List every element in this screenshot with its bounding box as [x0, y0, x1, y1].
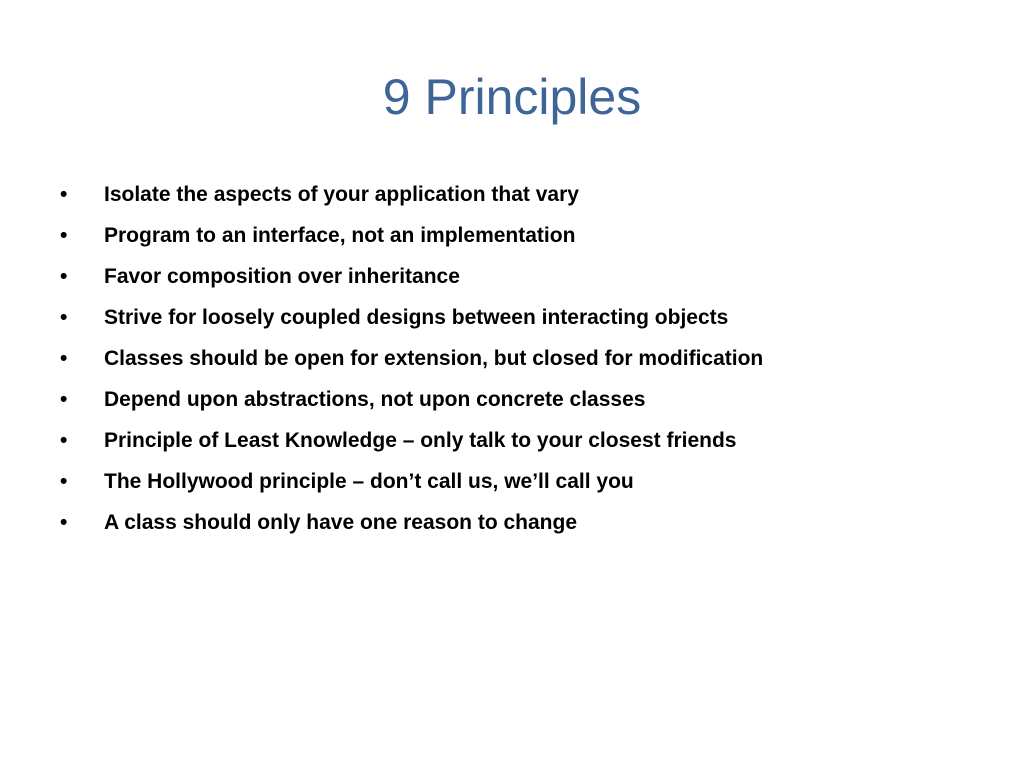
principles-list [56, 183, 996, 552]
list-item [56, 388, 996, 429]
list-item-text: Strive for loosely coupled designs between interacting objects [104, 306, 729, 329]
list-item-text: Program to an interface, not an implementation [104, 224, 576, 247]
list-item-text: Depend upon abstractions, not upon concrete classes [104, 388, 646, 411]
list-item [56, 347, 996, 388]
list-item-text: Classes should be open for extension, but closed for modification [104, 347, 764, 370]
list-item-text: The Hollywood principle – don’t call us, we’ll call you [104, 470, 634, 493]
list-item [56, 306, 996, 347]
bullet-icon: • [60, 183, 68, 206]
list-item [56, 511, 996, 552]
list-item [56, 265, 996, 306]
list-item-text: A class should only have one reason to change [104, 511, 578, 534]
list-item-text: Principle of Least Knowledge – only talk to your closest friends [104, 429, 737, 452]
bullet-icon: • [60, 388, 68, 411]
list-item-text: Isolate the aspects of your application that vary [104, 183, 579, 206]
bullet-icon: • [60, 511, 68, 534]
list-item [56, 183, 996, 224]
bullet-icon: • [60, 347, 68, 370]
bullet-icon: • [60, 265, 68, 288]
bullet-icon: • [60, 470, 68, 493]
bullet-icon: • [60, 224, 68, 247]
slide-title: 9 Principles [382, 69, 642, 125]
list-item [56, 470, 996, 511]
list-item [56, 429, 996, 470]
bullet-icon: • [60, 429, 68, 452]
list-item-text: Favor composition over inheritance [104, 265, 460, 288]
bullet-icon: • [60, 306, 68, 329]
list-item [56, 224, 996, 265]
